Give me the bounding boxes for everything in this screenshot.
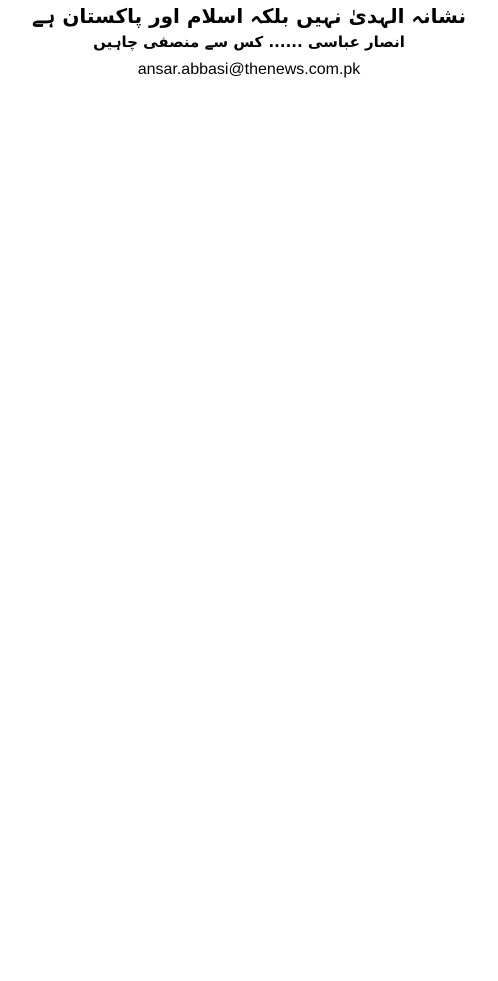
article-line [5, 878, 493, 898]
article-line [5, 584, 493, 604]
article-line [5, 173, 493, 193]
article-line [5, 310, 493, 330]
article-line [5, 525, 493, 545]
article-line [5, 741, 493, 761]
article-body [5, 114, 493, 976]
article-line [5, 780, 493, 800]
article-line [5, 565, 493, 585]
article-line [5, 957, 493, 976]
author-email: ansar.abbasi@thenews.com.pk [137, 61, 361, 78]
article-line [5, 369, 493, 389]
article-line [5, 212, 493, 232]
article-line [5, 153, 493, 173]
article-line [5, 114, 493, 134]
article-line [5, 545, 493, 565]
article-line [5, 800, 493, 820]
article-line [5, 271, 493, 291]
article-byline: انصار عباسی ...... کس سے منصفی چاہیں [93, 33, 405, 51]
article-line [5, 349, 493, 369]
article-line [5, 388, 493, 408]
article-line [5, 134, 493, 154]
article-line [5, 898, 493, 918]
article-header [0, 0, 498, 92]
article-line [5, 839, 493, 859]
article-line [5, 408, 493, 428]
article-line [5, 663, 493, 683]
article-title: نشانہ الہدیٰ نہیں بلکہ اسلام اور پاکستان ہے [31, 4, 467, 28]
article-line [5, 702, 493, 722]
article-line [5, 819, 493, 839]
article-line [5, 761, 493, 781]
article-line [5, 290, 493, 310]
article-line [5, 232, 493, 252]
article-line [5, 447, 493, 467]
article-line [5, 467, 493, 487]
article-headline [8, 92, 490, 114]
article-line [5, 917, 493, 937]
article-line [5, 251, 493, 271]
article-line [5, 937, 493, 957]
article-line [5, 623, 493, 643]
article-line [5, 604, 493, 624]
article-line [5, 643, 493, 663]
article-line [5, 682, 493, 702]
article-line [5, 859, 493, 879]
article-line [5, 192, 493, 212]
article-line [5, 506, 493, 526]
article-line [5, 721, 493, 741]
article-line [5, 330, 493, 350]
article-line [5, 486, 493, 506]
article-line [5, 428, 493, 448]
